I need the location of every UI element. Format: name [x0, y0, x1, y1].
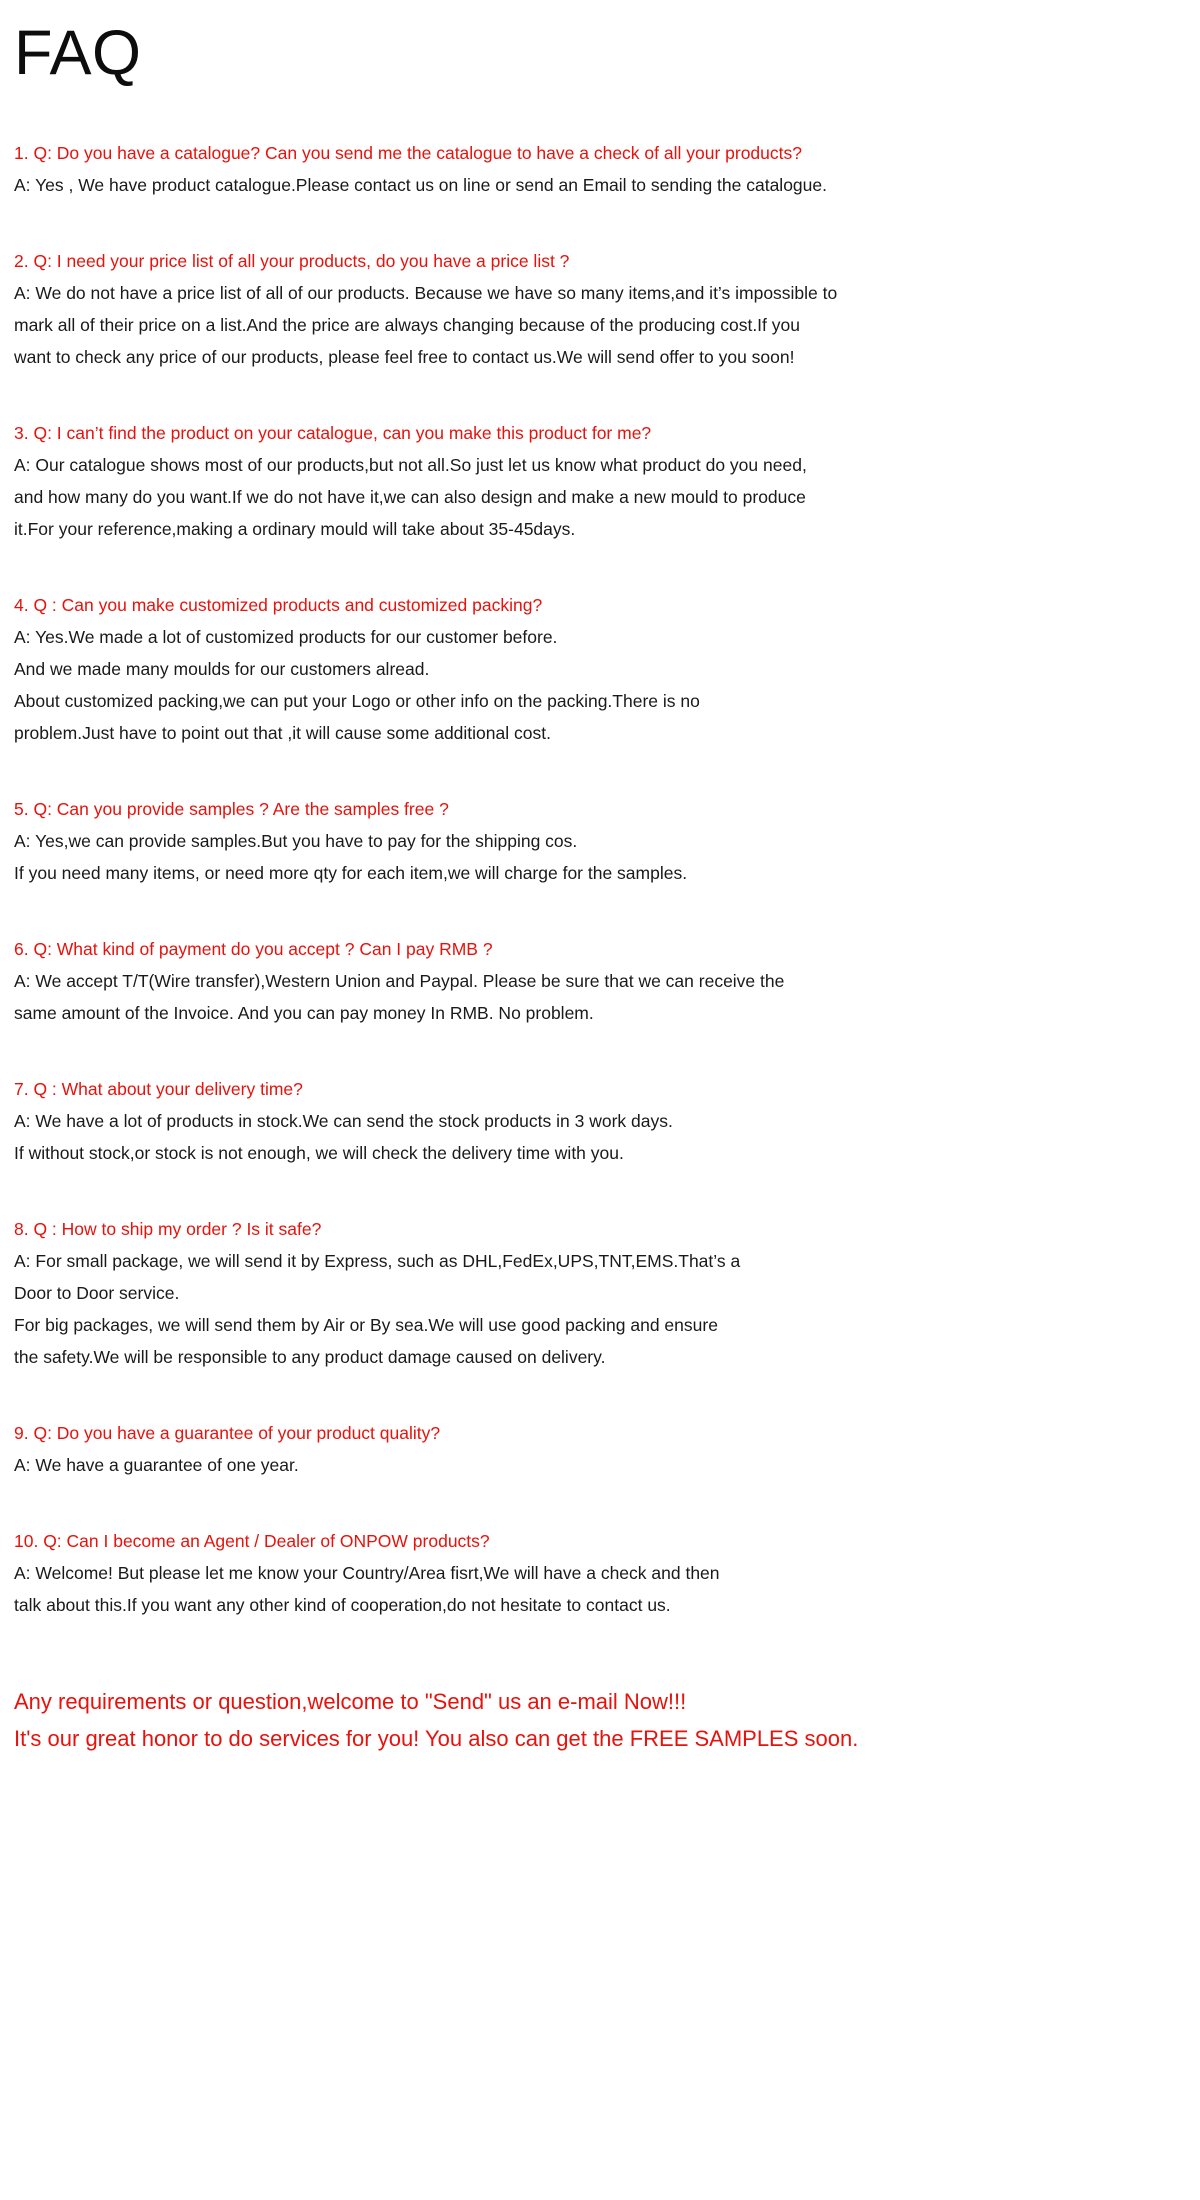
faq-answer-line: A: Yes.We made a lot of customized products for our customer before. [14, 627, 558, 647]
faq-answer-line: A: Our catalogue shows most of our products,but not all.So just let us know what product do you need, [14, 455, 807, 475]
faq-question: 8. Q : How to ship my order ? Is it safe? [14, 1219, 322, 1239]
faq-answer-line: talk about this.If you want any other kind of cooperation,do not hesitate to contact us. [14, 1595, 671, 1615]
faq-item [14, 1073, 1186, 1169]
faq-answer-line: and how many do you want.If we do not have it,we can also design and make a new mould to produce [14, 487, 806, 507]
faq-answer-line: A: Yes , We have product catalogue.Please contact us on line or send an Email to sending the catalogue. [14, 175, 827, 195]
faq-answer-line: same amount of the Invoice. And you can pay money In RMB. No problem. [14, 1003, 594, 1023]
faq-list [14, 137, 1186, 1621]
faq-answer-line: mark all of their price on a list.And the price are always changing because of the producing cost.If you [14, 315, 800, 335]
faq-answer-line: A: We do not have a price list of all of our products. Because we have so many items,and it’s impossible to [14, 283, 838, 303]
faq-question: 10. Q: Can I become an Agent / Dealer of ONPOW products? [14, 1531, 490, 1551]
faq-question: 7. Q : What about your delivery time? [14, 1079, 303, 1099]
faq-answer-line: Door to Door service. [14, 1283, 180, 1303]
faq-answer-line: problem.Just have to point out that ,it will cause some additional cost. [14, 723, 551, 743]
faq-answer-line: A: Yes,we can provide samples.But you have to pay for the shipping cos. [14, 831, 578, 851]
faq-question: 5. Q: Can you provide samples ? Are the samples free ? [14, 799, 449, 819]
faq-answer-line: the safety.We will be responsible to any product damage caused on delivery. [14, 1347, 606, 1367]
faq-item [14, 1417, 1186, 1481]
footer-line: It's our great honor to do services for you! You also can get the FREE SAMPLES soon. [14, 1726, 859, 1751]
faq-answer-line: A: We accept T/T(Wire transfer),Western Union and Paypal. Please be sure that we can receive the [14, 971, 785, 991]
faq-answer-line: If without stock,or stock is not enough, we will check the delivery time with you. [14, 1143, 624, 1163]
faq-item [14, 137, 1186, 201]
faq-question: 6. Q: What kind of payment do you accept ? Can I pay RMB ? [14, 939, 493, 959]
faq-question: 2. Q: I need your price list of all your products, do you have a price list ? [14, 251, 570, 271]
faq-answer-line: it.For your reference,making a ordinary mould will take about 35-45days. [14, 519, 576, 539]
faq-item [14, 245, 1186, 373]
faq-answer-line: For big packages, we will send them by Air or By sea.We will use good packing and ensure [14, 1315, 718, 1335]
faq-question: 4. Q : Can you make customized products and customized packing? [14, 595, 543, 615]
faq-answer-line: want to check any price of our products, please feel free to contact us.We will send offer to you soon! [14, 347, 795, 367]
faq-question: 3. Q: I can’t find the product on your catalogue, can you make this product for me? [14, 423, 652, 443]
faq-answer-line: A: We have a lot of products in stock.We can send the stock products in 3 work days. [14, 1111, 673, 1131]
faq-answer-line: About customized packing,we can put your Logo or other info on the packing.There is no [14, 691, 700, 711]
faq-answer-line: If you need many items, or need more qty for each item,we will charge for the samples. [14, 863, 688, 883]
faq-item [14, 933, 1186, 1029]
faq-answer-line: A: For small package, we will send it by Express, such as DHL,FedEx,UPS,TNT,EMS.That’s a [14, 1251, 741, 1271]
faq-question: 9. Q: Do you have a guarantee of your product quality? [14, 1423, 441, 1443]
faq-item [14, 1213, 1186, 1373]
faq-item [14, 793, 1186, 889]
faq-item [14, 589, 1186, 749]
faq-question: 1. Q: Do you have a catalogue? Can you send me the catalogue to have a check of all your products? [14, 143, 802, 163]
faq-answer-line: A: Welcome! But please let me know your Country/Area fisrt,We will have a check and then [14, 1563, 720, 1583]
faq-answer-line: And we made many moulds for our customers alread. [14, 659, 430, 679]
faq-item [14, 417, 1186, 545]
faq-footer [14, 1683, 1186, 1757]
faq-answer-line: A: We have a guarantee of one year. [14, 1455, 299, 1475]
faq-item [14, 1525, 1186, 1621]
footer-line: Any requirements or question,welcome to "Send" us an e-mail Now!!! [14, 1689, 687, 1714]
page-title: FAQ [14, 18, 142, 88]
